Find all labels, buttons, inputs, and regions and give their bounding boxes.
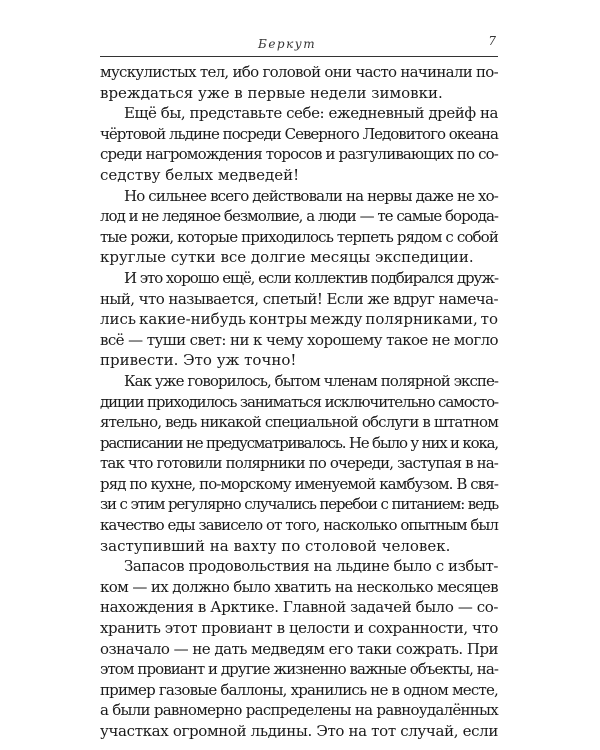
text-line: зи с этим регулярно случались перебои с питанием: ведь: [100, 495, 498, 514]
paragraph: [100, 268, 498, 371]
text-line: диции приходилось заниматься исключительно самосто-: [100, 392, 499, 411]
body-text: [100, 62, 498, 742]
text-line: всё — туши свет: ни к чему хорошему такое не могло: [100, 330, 499, 349]
text-line: нахождения в Арктике. Главной задачей было — со-: [100, 598, 498, 617]
text-line: хранить этот провиант в целости и сохранности, что: [100, 619, 498, 638]
text-line: качество еды зависело от того, насколько опытным был: [100, 516, 498, 535]
paragraph: [100, 556, 498, 741]
text-line: чёртовой льдине посреди Северного Ледовитого океана: [100, 124, 498, 143]
text-line: лод и не ледяное безмолвие, а люди — те самые борода-: [100, 207, 498, 226]
text-line: Но сильнее всего действовали на нервы даже не хо-: [124, 186, 499, 205]
text-line: Ещё бы, представьте себе: ежедневный дрейф на: [124, 104, 498, 123]
text-line: заступивший на вахту по столовой человек.: [100, 536, 451, 555]
text-line: ком — их должно было хватить на несколько месяцев: [100, 577, 499, 596]
text-line: ряд по кухне, по-морскому именуемой камбузом. В свя-: [100, 474, 499, 493]
text-line: означало — не дать медведям его таки сожрать. При: [100, 639, 498, 658]
page-number: 7: [488, 34, 496, 48]
text-line: так что готовили полярники по очереди, заступая в на-: [100, 454, 498, 473]
text-line: этом провиант и другие жизненно важные объекты, на-: [100, 660, 498, 679]
text-line: круглые сутки все долгие месяцы экспедиции.: [100, 248, 474, 267]
text-line: И это хорошо ещё, если коллектив подбирался друж-: [124, 268, 499, 287]
text-line: седству белых медведей!: [100, 165, 300, 184]
paragraph: [100, 103, 498, 185]
text-line: ятельно, ведь никакой специальной обслуги в штатном: [100, 413, 498, 432]
paragraph: [100, 371, 498, 556]
text-line: вреждаться уже в первые недели зимовки.: [100, 83, 443, 102]
text-line: Запасов продовольствия на льдине было с избыт-: [124, 557, 498, 576]
text-line: расписании не предусматривалось. Не было у них и кока,: [100, 433, 498, 452]
paragraph: [100, 186, 498, 268]
text-line: лись какие-нибудь контры между полярниками, то: [100, 310, 498, 329]
text-line: тые рожи, которые приходилось терпеть рядом с собой: [100, 227, 498, 246]
text-line: пример газовые баллоны, хранились не в одном месте,: [100, 680, 498, 699]
text-line: ный, что называется, спетый! Если же вдруг намеча-: [100, 289, 499, 308]
paragraph: [100, 62, 498, 103]
text-line: а были равномерно распределены на равноудалённых: [100, 701, 498, 720]
running-title: Беркут: [258, 37, 317, 51]
text-line: участках огромной льдины. Это на тот случай, если: [100, 722, 498, 740]
running-header: [100, 34, 498, 57]
text-line: привести. Это уж точно!: [100, 351, 297, 370]
text-line: среди нагромождения торосов и разгуливающих по со-: [100, 145, 498, 164]
text-line: Как уже говорилось, бытом членам полярной экспе-: [124, 371, 499, 390]
text-line: мускулистых тел, ибо головой они часто начинали по-: [100, 63, 498, 81]
